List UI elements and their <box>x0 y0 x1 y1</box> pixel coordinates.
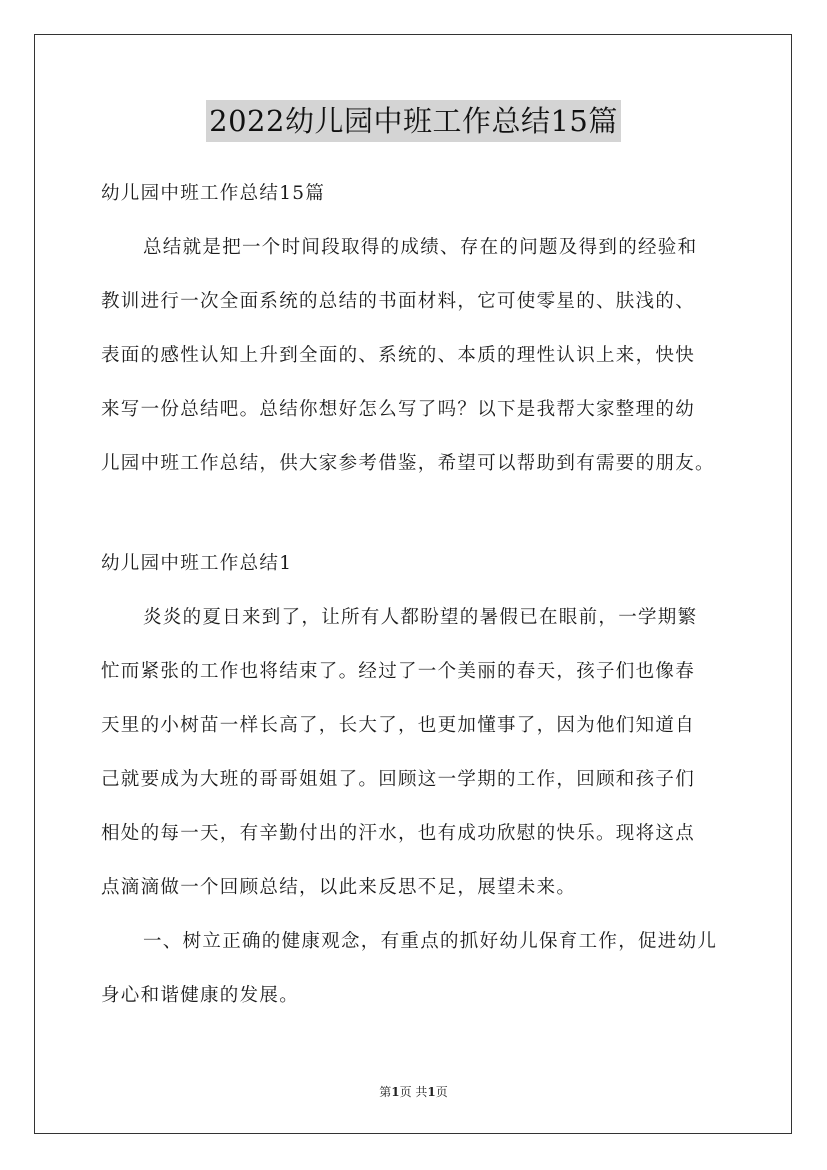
intro-line: 总结就是把一个时间段取得的成绩、存在的问题及得到的经验和 <box>143 237 698 258</box>
section-line: 天里的小树苗一样长高了，长大了，也更加懂事了，因为他们知道自 <box>101 715 696 736</box>
section-line: 点滴滴做一个回顾总结，以此来反思不足，展望未来。 <box>101 877 577 898</box>
intro-line: 教训进行一次全面系统的总结的书面材料，它可使零星的、肤浅的、 <box>101 291 696 312</box>
section-line: 相处的每一天，有辛勤付出的汗水，也有成功欣慰的快乐。现将这点 <box>101 823 696 844</box>
subtitle: 幼儿园中班工作总结15篇 <box>101 183 326 204</box>
page-footer <box>0 1083 827 1100</box>
point-line: 一、树立正确的健康观念，有重点的抓好幼儿保育工作，促进幼儿 <box>143 931 718 952</box>
title-container <box>0 100 827 142</box>
document-body <box>101 172 741 1028</box>
intro-line: 儿园中班工作总结，供大家参考借鉴，希望可以帮助到有需要的朋友。 <box>101 453 715 474</box>
section-line: 炎炎的夏日来到了，让所有人都盼望的暑假已在眼前，一学期繁 <box>143 607 698 628</box>
page-label-prefix: 第 <box>379 1085 392 1099</box>
page-label-mid: 页 共 <box>399 1085 428 1099</box>
point-line: 身心和谐健康的发展。 <box>101 985 300 1006</box>
paragraph-gap <box>101 496 741 542</box>
page-total: 1 <box>427 1085 436 1099</box>
page-label-suffix: 页 <box>435 1085 448 1099</box>
intro-line: 表面的感性认知上升到全面的、系统的、本质的理性认识上来，快快 <box>101 345 696 366</box>
page-current: 1 <box>391 1085 400 1099</box>
document-title: 2022幼儿园中班工作总结15篇 <box>206 100 621 142</box>
section-line: 己就要成为大班的哥哥姐姐了。回顾这一学期的工作，回顾和孩子们 <box>101 769 696 790</box>
section-heading: 幼儿园中班工作总结1 <box>101 553 293 574</box>
intro-line: 来写一份总结吧。总结你想好怎么写了吗？以下是我帮大家整理的幼 <box>101 399 696 420</box>
section-line: 忙而紧张的工作也将结束了。经过了一个美丽的春天，孩子们也像春 <box>101 661 696 682</box>
